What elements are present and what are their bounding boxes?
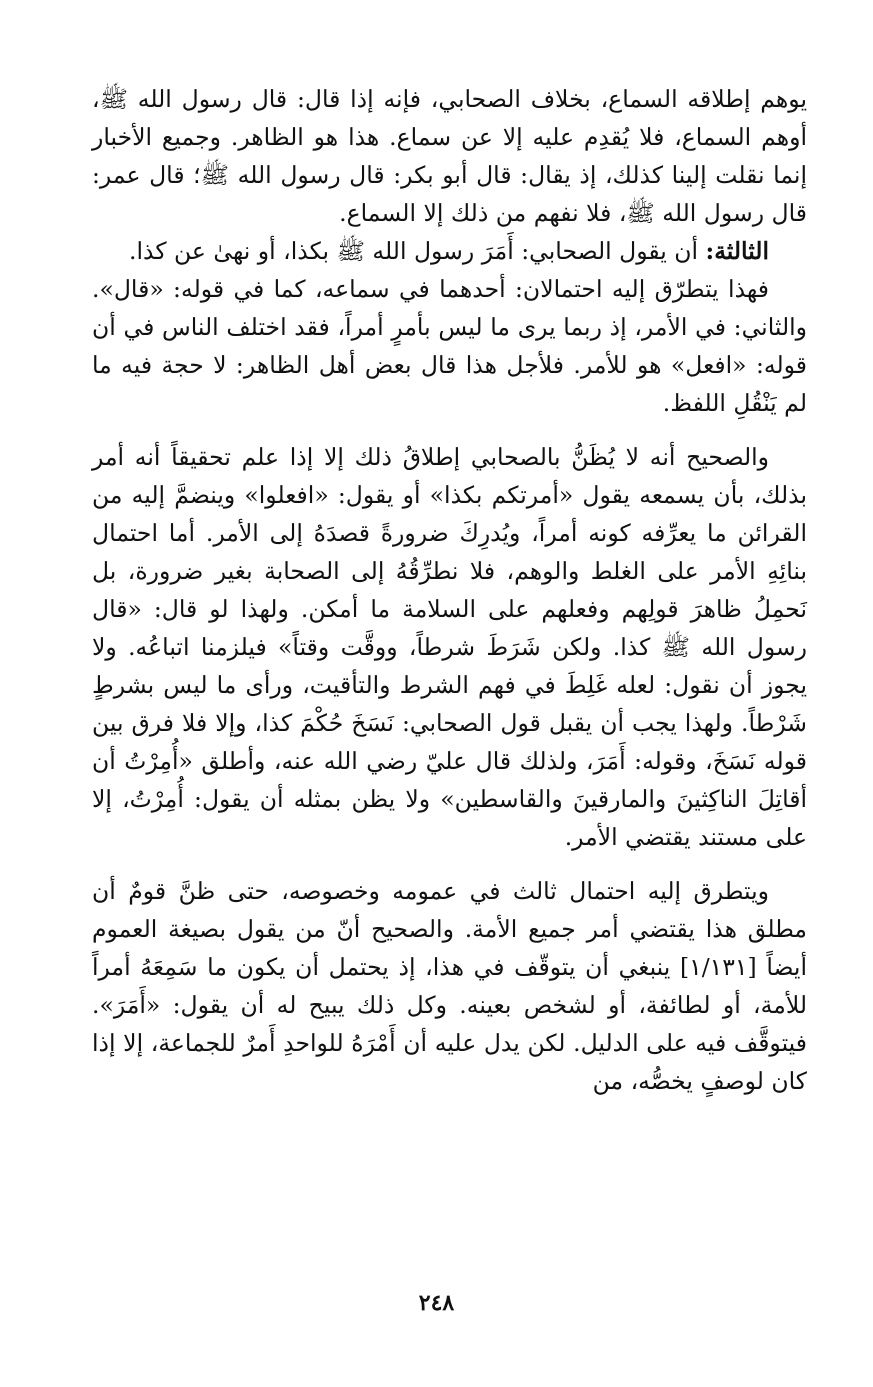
paragraph-3 bbox=[92, 270, 807, 422]
paragraph-4-text: والصحيح أنه لا يُظَنُّ بالصحابي إطلاقُ ذلك إلا إذا علم تحقيقاً أنه أمر بذلك، بأن يسمعه يقول «أمرتكم بكذا» أو يقول: «افعلوا» وينضمَّ إليه من القرائن ما يعرِّفه كونه أمراً، ويُدرِكَ ضرورةً قصدَهُ إلى الأمر. أما احتمال بنائِهِ الأمر على الغلط والوهم، فلا نطرِّقُهُ إلى الصحابة بغير ضرورة، بل نَحمِلُ ظاهرَ قولِهم وفعلهم على السلامة ما أمكن. ولهذا لو قال: «قال رسول الله ﷺ كذا. ولكن شَرَطَ شرطاً، ووقَّت وقتاً» فيلزمنا اتباعُه. ولا يجوز أن نقول: لعله غَلِطَ في فهم الشرط والتأقيت، ورأى ما ليس بشرطٍ شَرْطاً. ولهذا يجب أن يقبل قول الصحابي: نَسَخَ حُكْمَ كذا، وإلا فلا فرق بين قوله نَسَخَ، وقوله: أَمَرَ، ولذلك قال عليّ رضي الله عنه، وأطلق «أُمِرْتُ أن أقاتِلَ الناكِثينَ والمارقينَ والقاسطين» ولا يظن بمثله أن يقول: أُمِرْتُ، إلا على مستند يقتضي الأمر. bbox=[92, 443, 807, 851]
paragraph-5-text: ويتطرق إليه احتمال ثالث في عمومه وخصوصه، حتى ظنَّ قومٌ أن مطلق هذا يقتضي أمر جميع الأمة. والصحيح أنّ من يقول بصيغة العموم أيضاً [١/١٣١] ينبغي أن يتوقّف في هذا، إذ يحتمل أن يكون ما سَمِعَهُ أمراً للأمة، أو لطائفة، أو لشخص بعينه. وكل ذلك يبيح له أن يقول: «أَمَرَ». فيتوقَّف فيه على الدليل. لكن يدل عليه أن أَمْرَهُ للواحدِ أَمرٌ للجماعة، إلا إذا كان لوصفٍ يخصُّه، من bbox=[92, 877, 807, 1095]
paragraph-2-lead: الثالثة: bbox=[705, 237, 769, 265]
page-number: ٢٤٨ bbox=[418, 1290, 455, 1316]
paragraph-3-text: فهذا يتطرّق إليه احتمالان: أحدهما في سماعه، كما في قوله: «قال». والثاني: في الأمر، إذ ربما يرى ما ليس بأمرٍ أمراً، فقد اختلف الناس في أن قوله: «افعل» هو للأمر. فلأجل هذا قال بعض أهل الظاهر: لا حجة فيه ما لم يَنْقُلِ اللفظ. bbox=[92, 275, 807, 417]
page-body bbox=[92, 80, 807, 1100]
paragraph-5 bbox=[92, 872, 807, 1100]
paragraph-4 bbox=[92, 438, 807, 856]
paragraph-gap bbox=[92, 422, 807, 438]
paragraph-1-text: يوهم إطلاقه السماع، بخلاف الصحابي، فإنه إذا قال: قال رسول الله ﷺ، أوهم السماع، فلا يُقدِم عليه إلا عن سماع. هذا هو الظاهر. وجميع الأخبار إنما نقلت إلينا كذلك، إذ يقال: قال أبو بكر: قال رسول الله ﷺ؛ قال عمر: قال رسول الله ﷺ، فلا نفهم من ذلك إلا السماع. bbox=[92, 85, 807, 227]
paragraph-2-text: أن يقول الصحابي: أَمَرَ رسول الله ﷺ بكذا، أو نهىٰ عن كذا. bbox=[128, 237, 706, 265]
paragraph-2 bbox=[92, 232, 807, 270]
paragraph-gap bbox=[92, 856, 807, 872]
paragraph-1 bbox=[92, 80, 807, 232]
